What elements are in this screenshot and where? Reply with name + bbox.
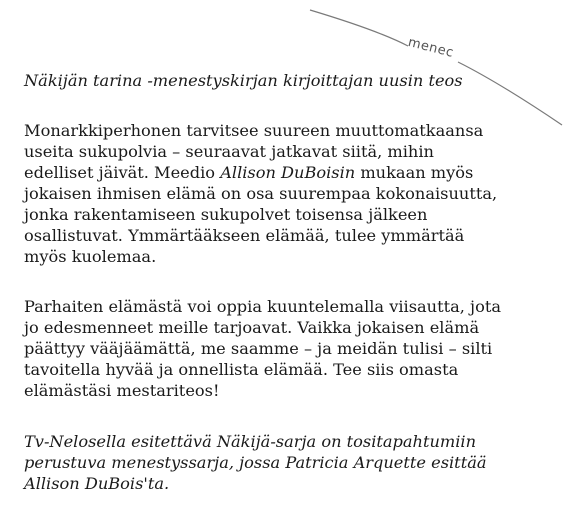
paragraph-2-line-5: elämästäsi mestariteos! [24, 381, 220, 400]
paragraph-2-line-3: päättyy vääjäämättä, me saamme – ja meidän tulisi – silti [24, 339, 493, 358]
paragraph-2-line-4: tavoitella hyvää ja onnellista elämää. Tee siis omasta [24, 360, 459, 379]
paragraph-3-line-3: Allison DuBois'ta. [24, 474, 170, 493]
paragraph-1-line-5: jonka rakentamiseen sukupolvet toisensa jälkeen [24, 205, 428, 224]
paragraph-1-line-3 [24, 162, 473, 183]
subtitle: Näkijän tarina -menestyskirjan kirjoittajan uusin teos [24, 71, 463, 90]
paragraph-1-line-6: osallistuvat. Ymmärtääkseen elämää, tulee ymmärtää [24, 226, 465, 245]
paragraph-1-line-2: useita sukupolvia – seuraavat jatkavat siitä, mihin [24, 142, 434, 161]
paragraph-1-line-1: Monarkkiperhonen tarvitsee suureen muuttomatkaansa [24, 121, 484, 140]
paragraph-1-line-3-end: mukaan myös [355, 163, 474, 182]
author-name: Allison DuBoisin [220, 163, 356, 182]
paragraph-1-line-7: myös kuolemaa. [24, 247, 157, 266]
paragraph-3-line-2: perustuva menestyssarja, jossa Patricia Arquette esittää [24, 453, 487, 472]
paragraph-3-line-1: Tv-Nelosella esitettävä Näkijä-sarja on tositapahtumiin [24, 432, 477, 451]
handwritten-note: menec [406, 35, 456, 61]
paragraph-1-line-4: jokaisen ihmisen elämä on osa suurempaa kokonaisuutta, [24, 184, 498, 203]
paragraph-2-line-1: Parhaiten elämästä voi oppia kuuntelemalla viisautta, jota [24, 297, 501, 316]
paragraph-1-line-3-start: edelliset jäivät. Meedio [24, 163, 221, 182]
paragraph-2-line-2: jo edesmenneet meille tarjoavat. Vaikka jokaisen elämä [24, 318, 480, 337]
